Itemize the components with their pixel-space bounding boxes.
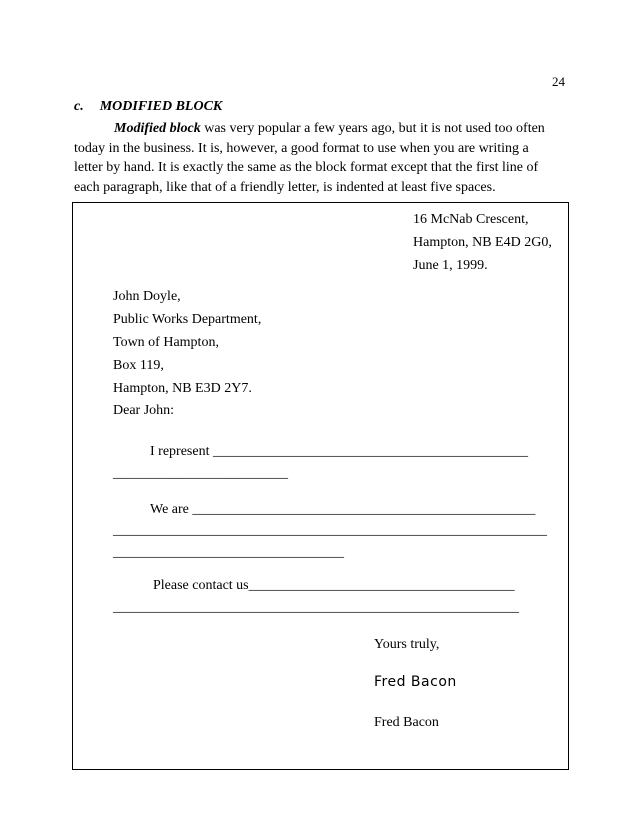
recipient-line: John Doyle, [113,289,181,304]
complimentary-closing: Yours truly, [374,637,440,652]
typed-name: Fred Bacon [374,715,439,730]
intro-line-3: letter by hand. It is exactly the same as the block format except that the first line of [74,160,539,175]
handwritten-signature: Fred Bacon [374,674,457,690]
section-heading [74,99,222,115]
body-paragraph-1: I represent _____________________________________________ [150,444,528,459]
blank-line: ______________________________________________________________ [113,523,547,538]
recipient-line: Town of Hampton, [113,335,219,350]
sender-address [413,208,552,277]
recipient-line: Public Works Department, [113,312,262,327]
intro-emphasis: Modified block [114,121,201,136]
blank-line: _________________________________ [113,545,344,560]
intro-line-2: today in the business. It is, however, a good format to use when you are writing a [74,140,529,156]
body-paragraph-3: Please contact us______________________________________ [153,578,515,593]
intro-line-1-rest: was very popular a few years ago, but it is not used too often [200,121,545,136]
recipient-address [113,285,261,400]
blank-line: _________________________ [113,466,288,481]
blank-line: __________________________________________________________ [113,600,519,615]
page-number: 24 [552,74,565,89]
intro-paragraph [74,119,566,197]
intro-line-1 [74,119,566,139]
salutation: Dear John: [113,403,175,418]
sender-address-line: 16 McNab Crescent, [413,212,529,227]
recipient-line: Box 119, [113,358,164,373]
body-paragraph-2: We are _________________________________________________ [150,502,536,517]
sender-address-line: Hampton, NB E4D 2G0, [413,235,552,250]
section-letter: c. [74,99,84,114]
intro-line-4: each paragraph, like that of a friendly letter, is indented at least five spaces. [74,179,496,195]
letter-date: June 1, 1999. [413,258,488,273]
section-title: MODIFIED BLOCK [99,99,223,114]
recipient-line: Hampton, NB E3D 2Y7. [113,381,252,396]
